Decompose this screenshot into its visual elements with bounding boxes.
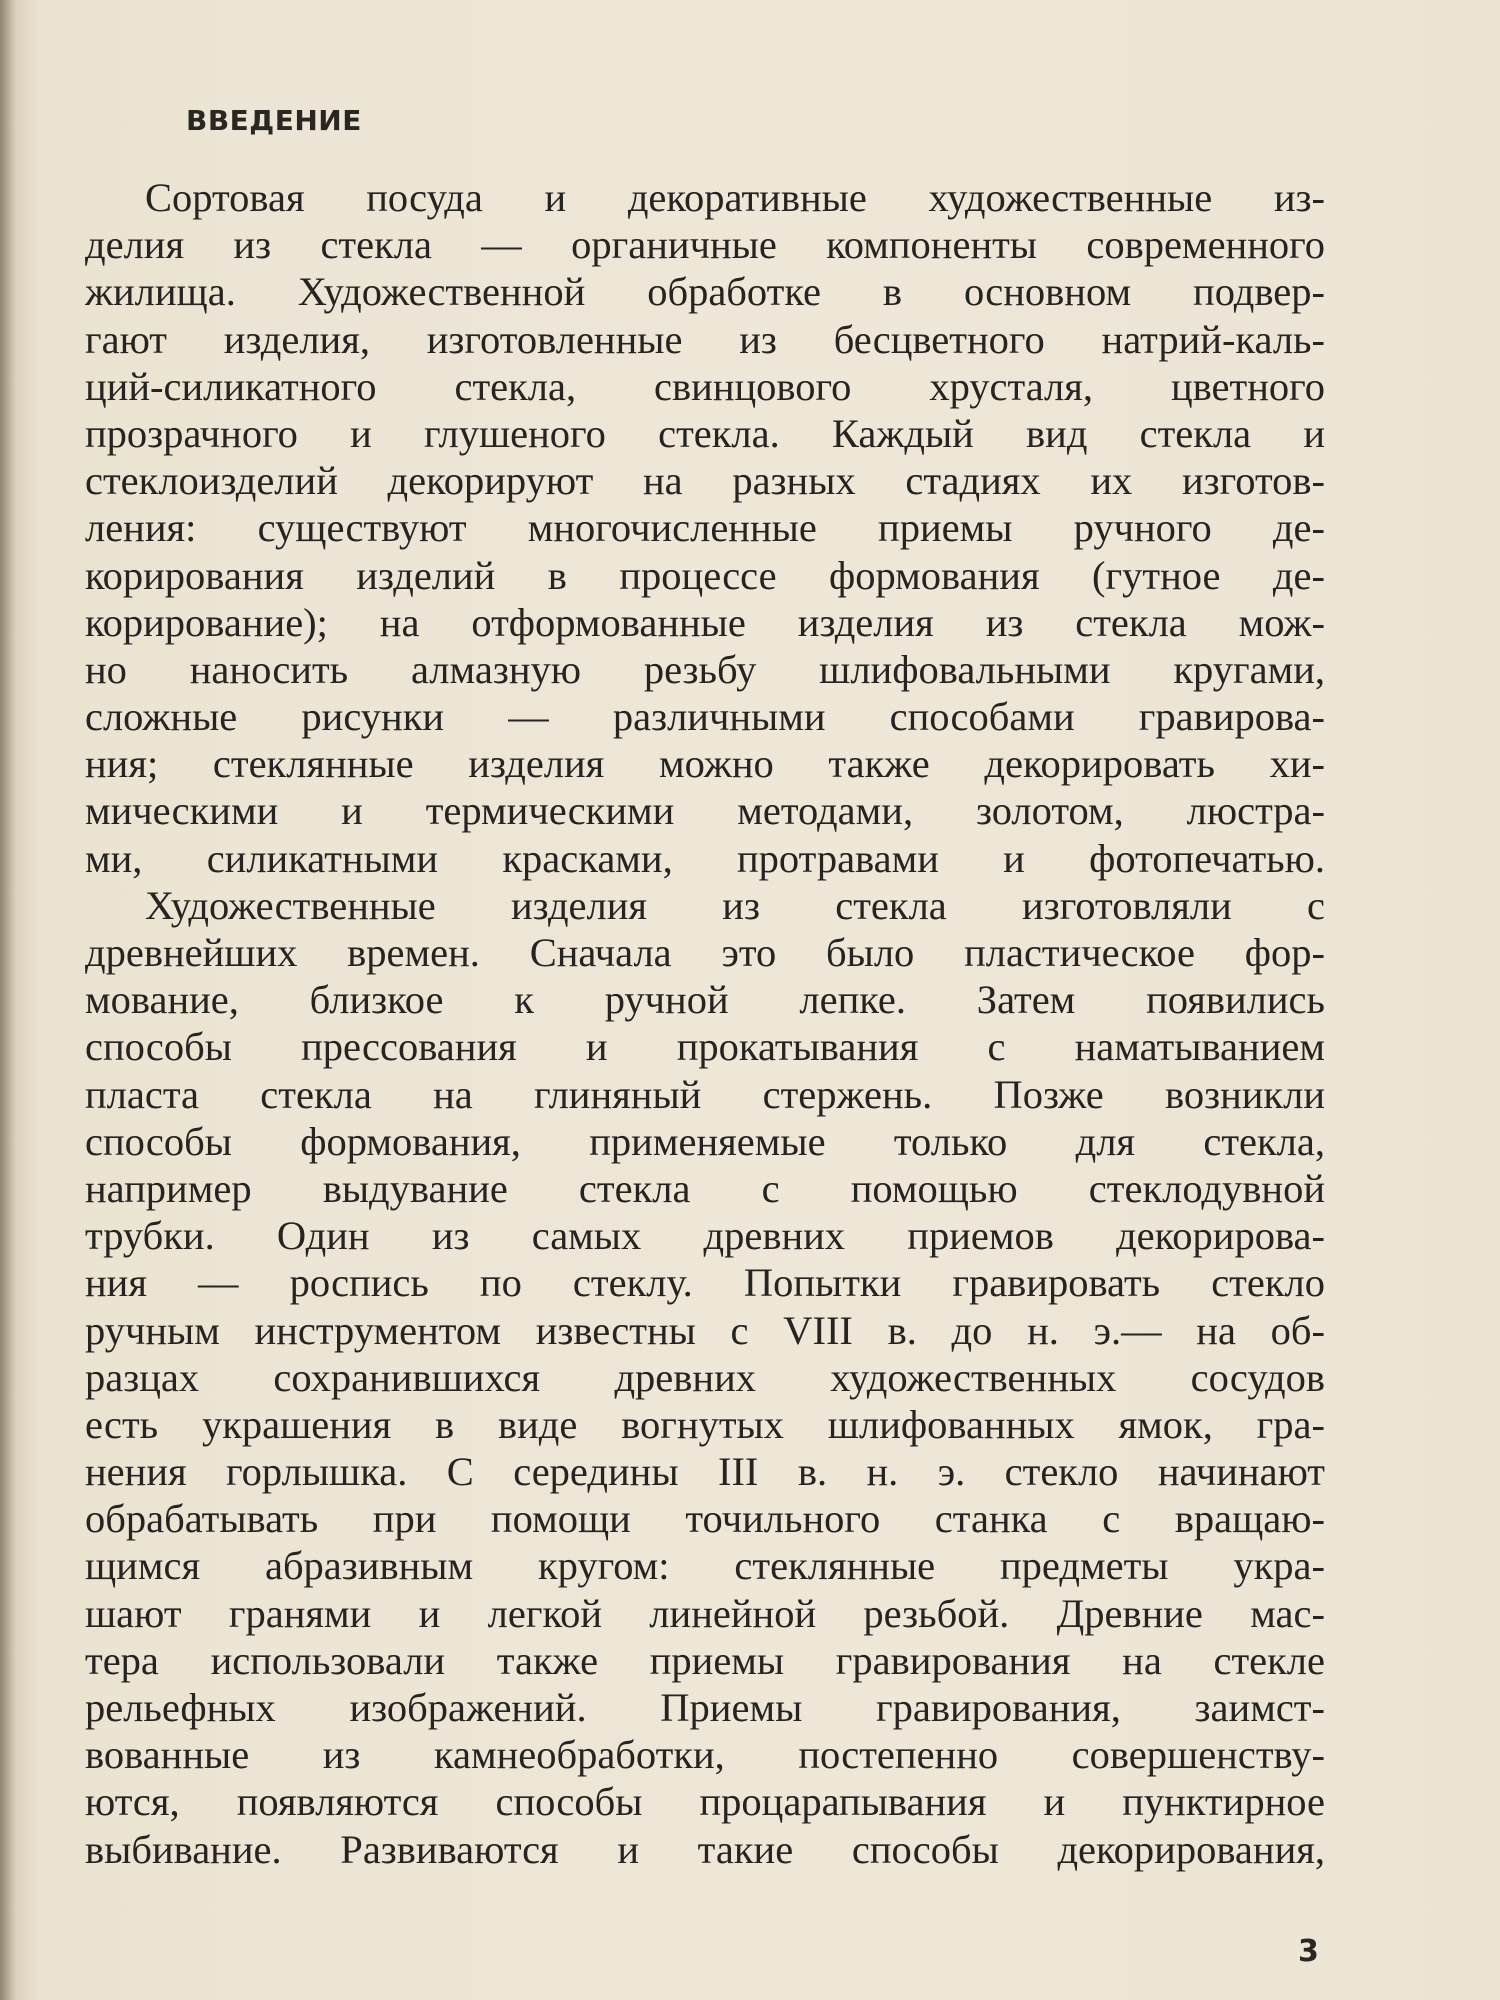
text-line: жилища. Художественной обработке в основном подвер- [85,269,1325,315]
text-line: мование, близкое к ручной лепке. Затем появились [85,977,1325,1023]
text-line: сложные рисунки — различными способами гравирова- [85,694,1325,740]
text-line: корирование); на отформованные изделия из стекла мож- [85,599,1325,645]
text-line: тера использовали также приемы гравирования на стекле [85,1637,1325,1683]
text-line: рельефных изображений. Приемы гравирования, заимст- [85,1685,1325,1730]
text-line: древнейших времен. Сначала это было пластическое фор- [85,930,1325,975]
text-line: способы прессования и прокатывания с наматыванием [85,1024,1325,1070]
text-line: ются, появляются способы процарапывания и пунктирное [85,1779,1325,1825]
text-line: Сортовая посуда и декоративные художественные из- [145,175,1325,220]
text-line: пласта стекла на глиняный стержень. Позже возникли [85,1071,1325,1117]
page-number: 3 [1298,1934,1319,1969]
body-text [85,174,1325,1873]
text-line: обрабатывать при помощи точильного станка с вращаю- [85,1496,1325,1542]
text-line: нения горлышка. С середины III в. н. э. стекло начинают [85,1449,1325,1495]
text-line: делия из стекла — органичные компоненты современного [85,222,1325,268]
text-line: ций-силикатного стекла, свинцового хрусталя, цветного [85,363,1325,409]
text-line: стеклоизделий декорируют на разных стадиях их изготов- [85,458,1325,504]
text-line: Художественные изделия из стекла изготовляли с [145,882,1325,928]
chapter-heading: ВВЕДЕНИЕ [186,104,362,137]
text-line: способы формования, применяемые только для стекла, [85,1118,1325,1164]
text-line: выбивание. Развиваются и такие способы декорирования, [85,1826,1325,1872]
text-line: ния; стеклянные изделия можно также декорировать хи- [85,741,1325,787]
text-line: есть украшения в виде вогнутых шлифованных ямок, гра- [85,1401,1325,1447]
text-line: прозрачного и глушеного стекла. Каждый вид стекла и [85,410,1325,456]
text-line: шают гранями и легкой линейной резьбой. Древние мас- [85,1590,1325,1636]
text-line: ния — роспись по стеклу. Попытки гравировать стекло [85,1260,1325,1306]
text-line: трубки. Один из самых древних приемов декорирова- [85,1213,1325,1259]
text-line: например выдувание стекла с помощью стеклодувной [85,1165,1325,1211]
text-line: ления: существуют многочисленные приемы ручного де- [85,505,1325,551]
text-line: ми, силикатными красками, протравами и фотопечатью. [85,835,1325,881]
text-line: мическими и термическими методами, золотом, люстра- [85,788,1325,834]
text-line: щимся абразивным кругом: стеклянные предметы укра- [85,1543,1325,1589]
text-line: гают изделия, изготовленные из бесцветного натрий-каль- [85,316,1325,362]
text-line: вованные из камнеобработки, постепенно совершенству- [85,1732,1325,1778]
text-line: разцах сохранившихся древних художественных сосудов [85,1354,1325,1400]
text-line: но наносить алмазную резьбу шлифовальными кругами, [85,646,1325,692]
text-line: ручным инструментом известны с VIII в. до н. э.— на об- [85,1307,1325,1353]
text-line: корирования изделий в процессе формования (гутное де- [85,552,1325,598]
